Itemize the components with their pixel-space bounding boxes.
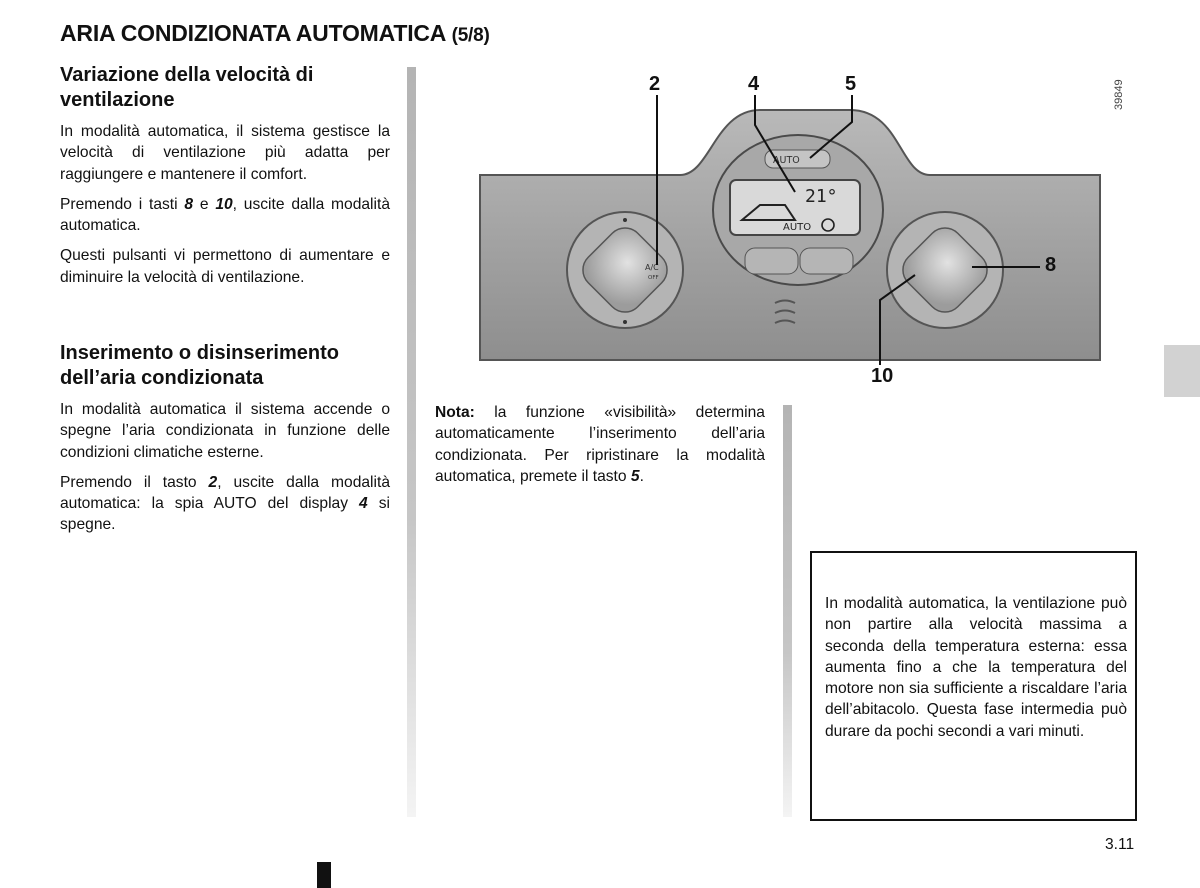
callout-5: 5 [845, 73, 857, 95]
section-heading: Variazione della velocità di ventilazione [60, 64, 314, 111]
paragraph: Premendo il tasto 2, uscite dalla modalità automatica: la spia AUTO del display 4 si spegne. [60, 473, 391, 534]
ac-button-sublabel: OFF [648, 275, 659, 281]
ac-button-label: A/C [645, 263, 659, 272]
climate-panel-figure [460, 70, 1120, 390]
paragraph: Premendo i tasti 8 e 10, uscite dalla modalità automatica. [60, 195, 390, 235]
info-box [810, 551, 1137, 821]
column-divider [407, 67, 416, 817]
note-label: Nota: [435, 404, 475, 421]
display-auto-label: AUTO [783, 222, 812, 233]
info-box-text: In modalità automatica, la ventilazione può non partire alla velocità massima a seconda della temperatura esterna: essa aumenta fino a che la temperatura del motore non sia sufficiente a riscaldare l’aria dell’abitacolo. Questa fase intermedia può durare da pochi secondi a vari minuti. [825, 595, 1127, 740]
section-heading: Inserimento o disinserimento dell’aria condizionata [60, 342, 339, 389]
callout-8: 8 [1045, 254, 1057, 276]
title-part: (5/8) [451, 25, 490, 46]
rear-defrost-button [800, 248, 853, 274]
paragraph: In modalità automatica il sistema accende o spegne l’aria condizionata in funzione delle condizioni climatiche esterne. [60, 401, 390, 461]
key-ref: 4 [359, 495, 368, 513]
page-number: 3.11 [1105, 836, 1135, 853]
print-mark [317, 862, 331, 888]
section-ac-toggle [60, 341, 390, 545]
callout-10: 10 [871, 365, 894, 387]
chapter-tab [1164, 345, 1200, 397]
figure-code: 39849 [1113, 79, 1125, 110]
page-title [60, 20, 490, 47]
key-ref: 5 [630, 467, 640, 485]
paragraph: In modalità automatica, il sistema gestisce la velocità di ventilazione più adatta per raggiungere e mantenere il comfort. [60, 123, 390, 183]
key-ref: 2 [208, 473, 218, 491]
recirc-button [745, 248, 798, 274]
display-temp: 21° [805, 186, 838, 207]
callout-4: 4 [748, 73, 760, 95]
callout-2: 2 [649, 73, 661, 95]
auto-button-label: AUTO [773, 155, 800, 166]
paragraph: Questi pulsanti vi permettono di aumentare e diminuire la velocità di ventilazione. [60, 247, 390, 286]
column-divider [783, 405, 792, 817]
section-fan-speed [60, 63, 390, 297]
key-ref: 10 [215, 195, 233, 213]
title-main: ARIA CONDIZIONATA AUTOMATICA [60, 20, 446, 46]
key-ref: 8 [184, 195, 194, 213]
note-paragraph: Nota: la funzione «visibilità» determina automaticamente l’inserimento dell’aria condizionata. Per ripristinare la modalità automatica, premete il tasto 5. [435, 404, 765, 485]
